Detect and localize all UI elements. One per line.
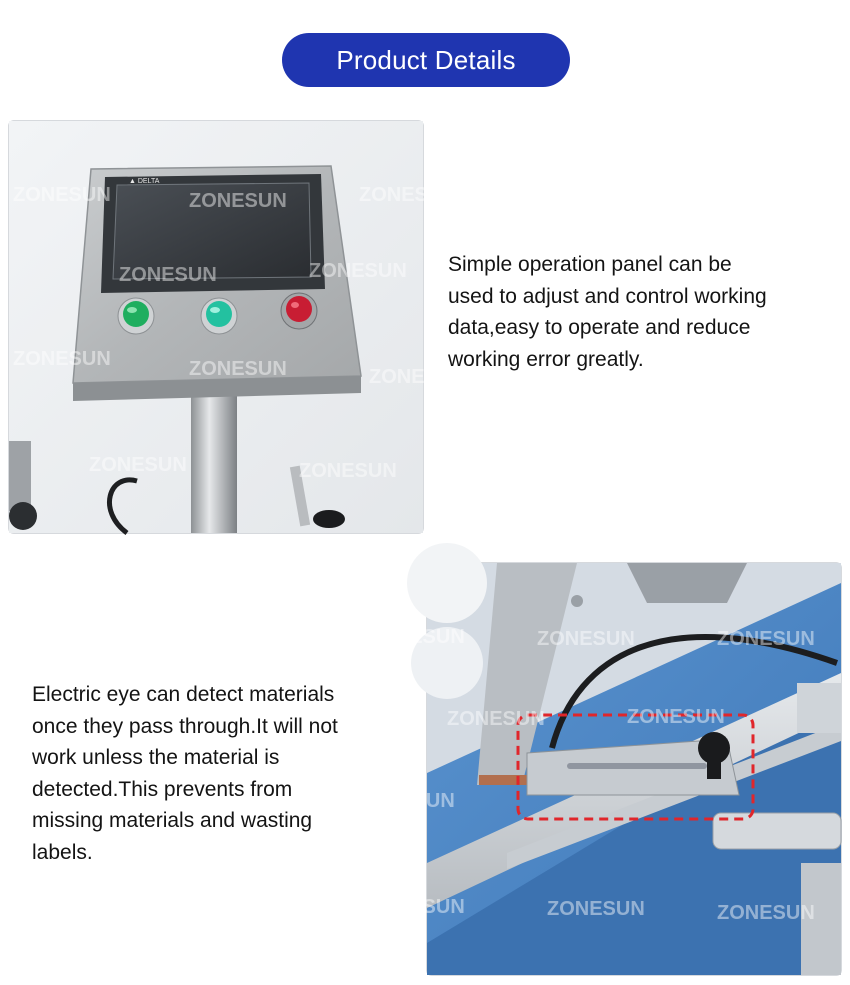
- svg-text:ZONESUN: ZONESUN: [119, 264, 217, 286]
- operation-panel-caption: Simple operation panel can be used to adjust and control working data,easy to operate and reduce working error greatly.: [448, 253, 767, 371]
- svg-text:ZONESUN: ZONESUN: [299, 460, 397, 482]
- svg-text:ZONESUN: ZONESUN: [13, 184, 111, 206]
- svg-text:ZONESUN: ZONESUN: [367, 626, 465, 648]
- electric-eye-caption: Electric eye can detect materials once they pass through.It will not work unless the material is detected.This prevents from missing materials and wasting labels.: [32, 683, 338, 864]
- svg-text:ZONESUN: ZONESUN: [189, 190, 287, 212]
- svg-text:ZONESUN: ZONESUN: [357, 790, 455, 812]
- svg-text:▲ DELTA: ▲ DELTA: [129, 178, 160, 185]
- product-details-banner: Product Details: [282, 33, 570, 87]
- svg-text:ZONESUN: ZONESUN: [309, 260, 407, 282]
- svg-text:ZONESUN: ZONESUN: [369, 366, 467, 388]
- svg-text:ZONESUN: ZONESUN: [717, 902, 815, 924]
- svg-text:ZONESUN: ZONESUN: [717, 628, 815, 650]
- svg-text:ZONESUN: ZONESUN: [359, 184, 457, 206]
- svg-text:ZONESUN: ZONESUN: [189, 358, 287, 380]
- svg-text:ZONESUN: ZONESUN: [627, 706, 725, 728]
- svg-text:ZONESUN: ZONESUN: [367, 896, 465, 918]
- svg-text:ZONESUN: ZONESUN: [537, 628, 635, 650]
- operation-panel-photo: [8, 120, 467, 534]
- svg-text:ZONESUN: ZONESUN: [89, 454, 187, 476]
- svg-text:ZONESUN: ZONESUN: [13, 348, 111, 370]
- svg-text:ZONESUN: ZONESUN: [547, 898, 645, 920]
- electric-eye-photo: [357, 562, 842, 976]
- svg-text:ZONESUN: ZONESUN: [447, 708, 545, 730]
